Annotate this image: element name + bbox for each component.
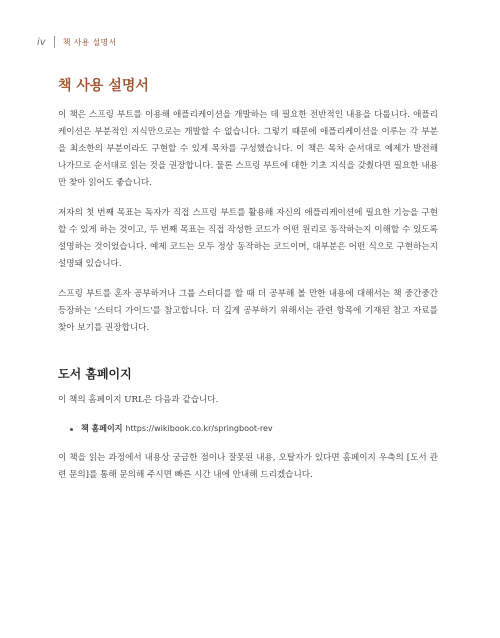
page-number: iv	[37, 36, 46, 48]
section-title: 책 사용 설명서	[58, 78, 149, 94]
page-content	[58, 75, 438, 497]
homepage-intro: 이 책의 홈페이지 URL은 다음과 같습니다.	[58, 395, 219, 405]
homepage-closing: 이 책을 읽는 과정에서 내용상 궁금한 점이나 잘못된 내용, 오탈자가 있다면 홈페이지 우측의 [도서 관련 문의]를 통해 문의해 주시면 빠른 시간 내에 안내해 드리겠습니다.	[58, 453, 438, 480]
header-divider	[54, 36, 55, 48]
paragraph-study-guide: 스프링 부트를 혼자 공부하거나 그룹 스터디를 할 때 더 공부해 볼 만한 내용에 대해서는 책 중간중간 등장하는 '스터디 가이드'를 참고합니다. 더 깊게 공부하기 위해서는 관련 항목에 기재된 참고 자료를 찾아 보기를 권장합니다.	[58, 289, 438, 333]
list-item	[70, 422, 438, 436]
homepage-label: 책 홈페이지	[81, 424, 123, 433]
running-header-title: 책 사용 설명서	[62, 37, 117, 47]
homepage-list	[58, 422, 438, 436]
paragraph-intro: 이 책은 스프링 부트를 이용해 애플리케이션을 개발하는 데 필요한 전반적인 내용을 다룹니다. 애플리케이션은 부분적인 지식만으로는 개발할 수 없습니다. 그렇기 때문에 애플리케이션을 이루는 각 부분을 최소한의 부분이라도 구현할 수 있게 목차를 구성했습니다. 이 책은 목차 순서대로 예제가 발전해 나가므로 순서대로 읽는 것을 권장합니다. 물론 스프링 부트에 대한 기초 지식을 갖췄다면 필요한 내용만 찾아 읽어도 좋습니다.	[58, 110, 438, 188]
paragraph-goals: 저자의 첫 번째 목표는 독자가 직접 스프링 부트를 활용해 자신의 애플리케이션에 필요한 기능을 구현할 수 있게 하는 것이고, 두 번째 목표는 직접 작성한 코드가 어떤 원리로 동작하는지 이해할 수 있도록 설명하는 것이었습니다. 예제 코드는 모두 정상 동작하는 코드이며, 대부분은 어떤 식으로 구현하는지 설명돼 있습니다.	[58, 208, 438, 269]
bullet-icon	[70, 428, 73, 431]
homepage-section-title: 도서 홈페이지	[58, 367, 132, 381]
homepage-url-link[interactable]: https://wikibook.co.kr/springboot-rev	[125, 424, 273, 433]
running-header	[37, 35, 117, 49]
